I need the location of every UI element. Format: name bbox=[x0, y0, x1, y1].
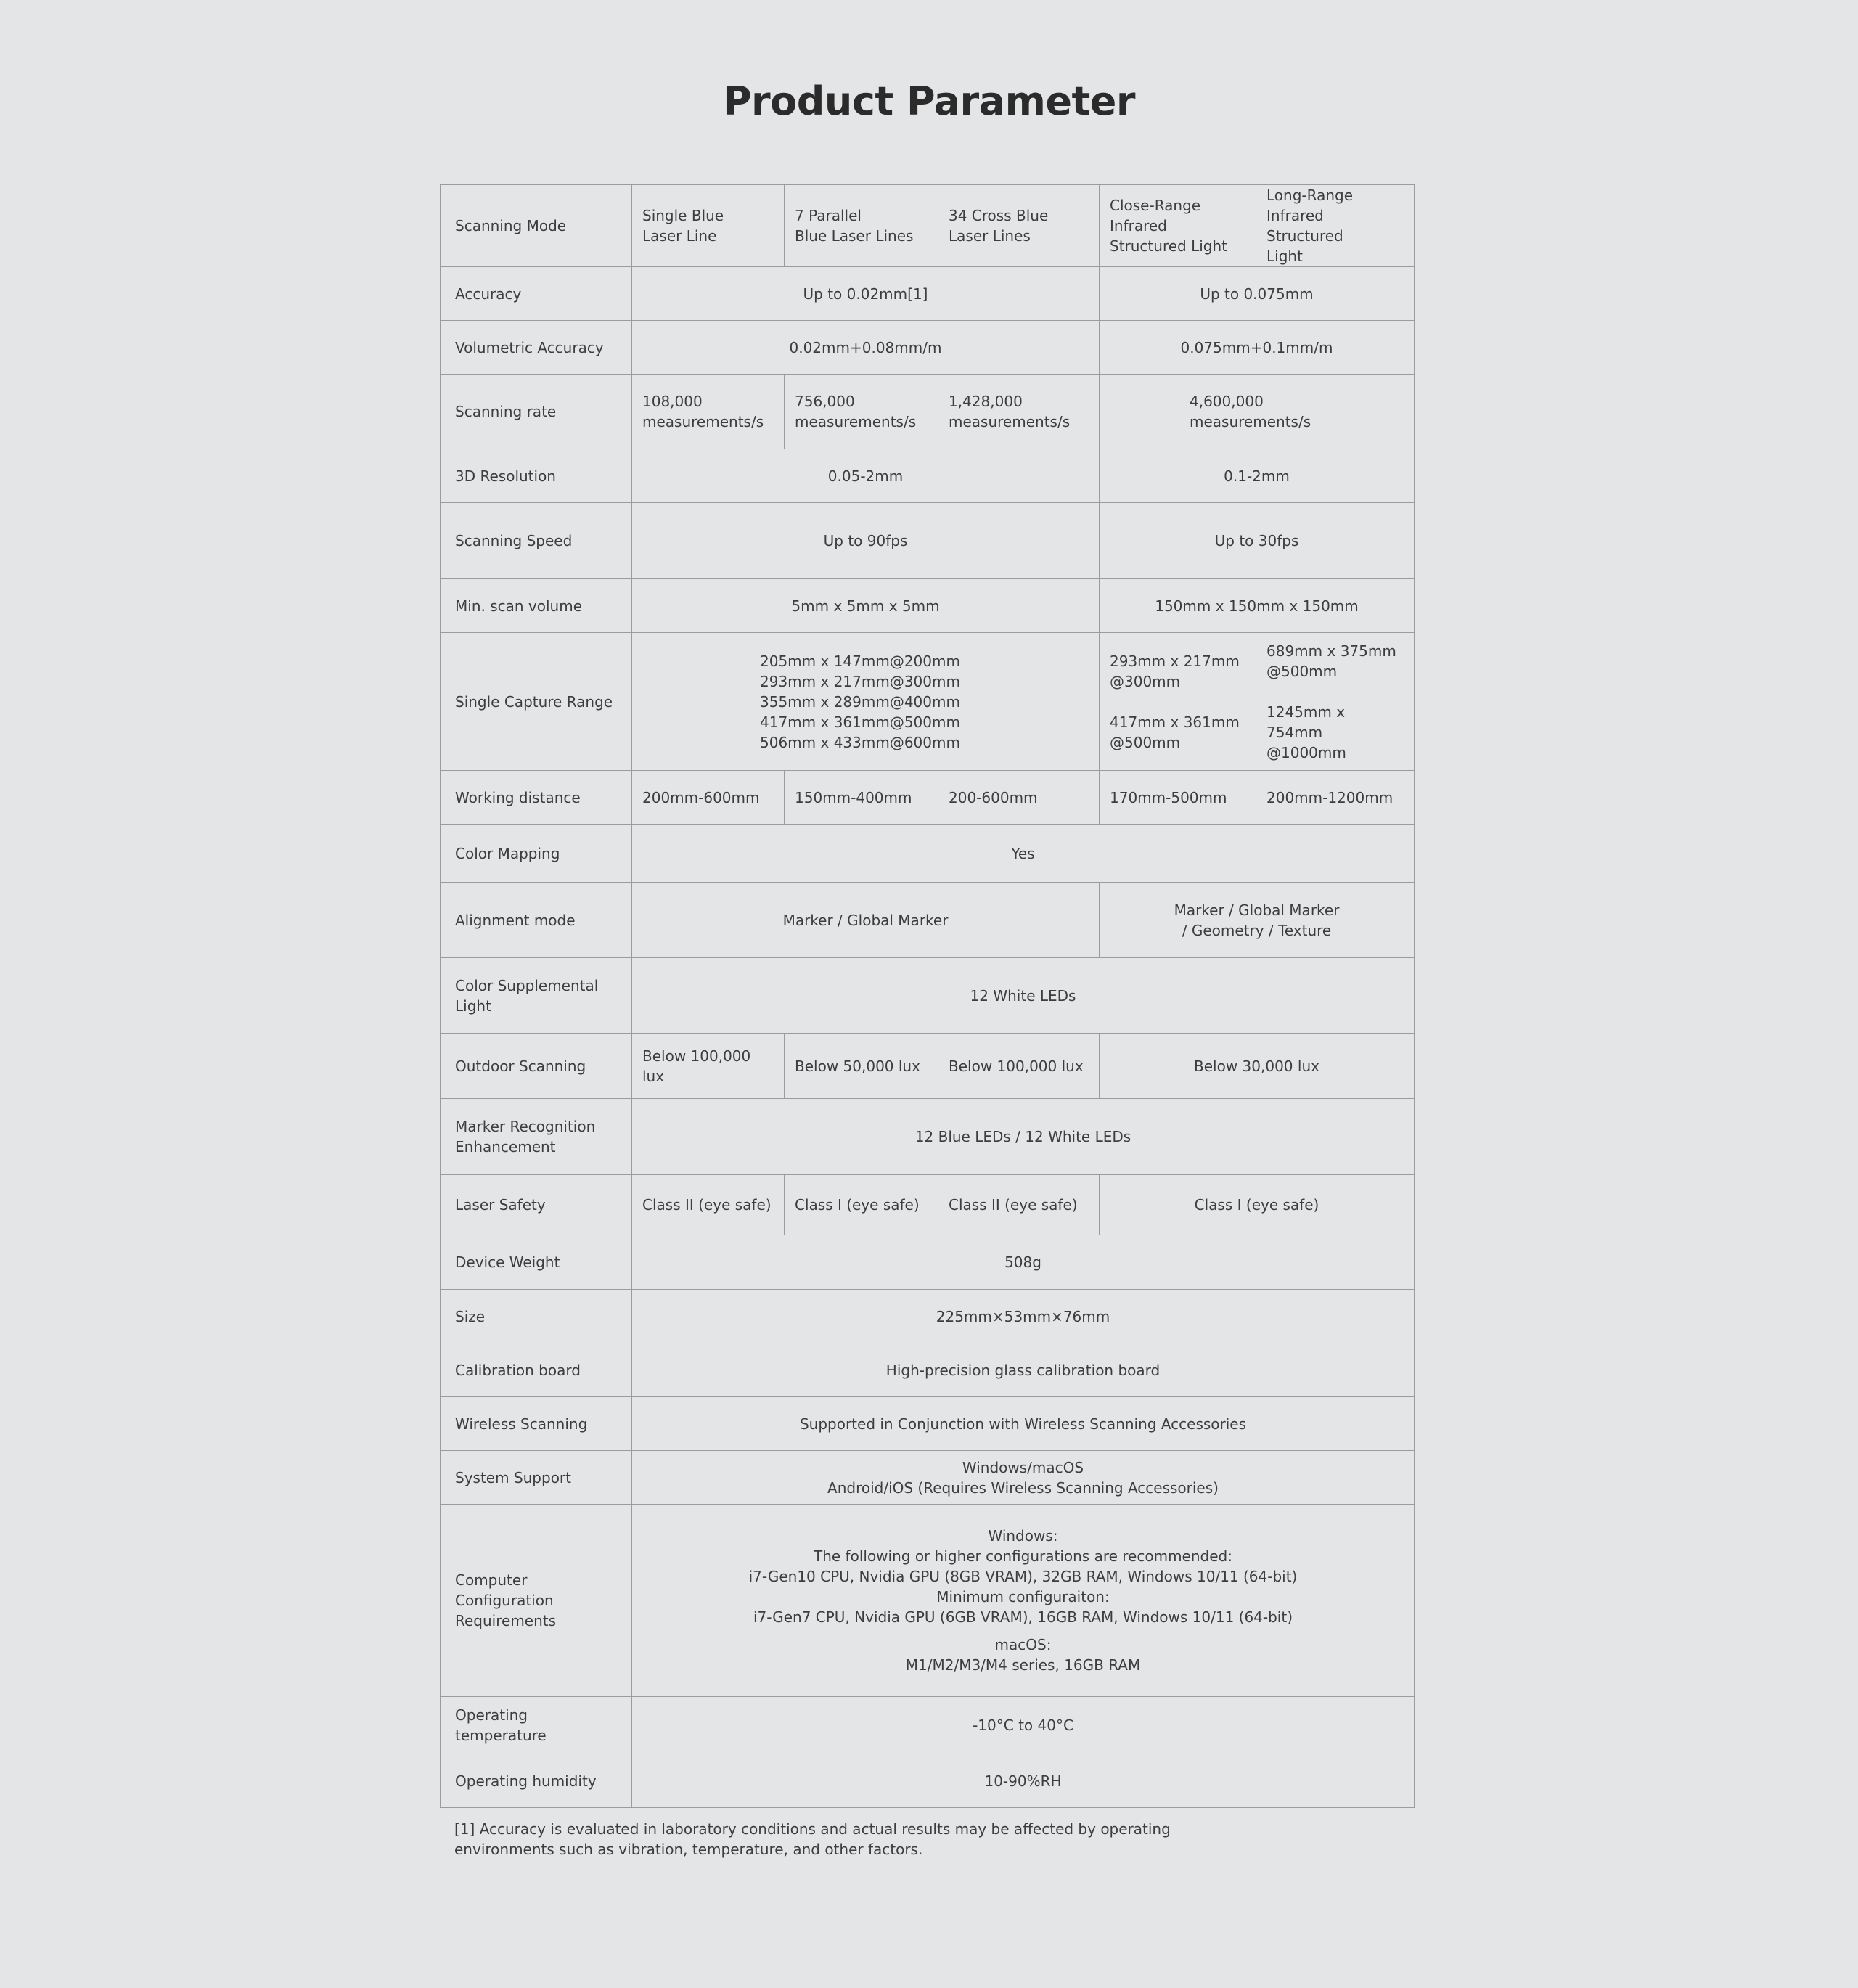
cell-34-cross-blue-laser-lines: 1,428,000 measurements/s bbox=[938, 375, 1100, 449]
table-row-operating-temperature bbox=[441, 1697, 1415, 1754]
cell-blue-laser: 0.05-2mm bbox=[632, 449, 1100, 503]
cell-infrared: Up to 0.075mm bbox=[1100, 267, 1415, 321]
table-row-wireless-scanning bbox=[441, 1397, 1415, 1451]
table-row-color-mapping bbox=[441, 825, 1415, 883]
cell-34-cross-blue-laser-lines: Below 100,000 lux bbox=[938, 1034, 1100, 1099]
cell-blue-laser: Up to 90fps bbox=[632, 503, 1100, 579]
cell-infrared: Class I (eye safe) bbox=[1100, 1175, 1415, 1235]
table-row-alignment-mode bbox=[441, 883, 1415, 958]
cell-7-parallel-blue-laser-lines: 7 Parallel Blue Laser Lines bbox=[785, 185, 938, 267]
cell-close-range-infrared: Close-Range Infrared Structured Light bbox=[1100, 185, 1256, 267]
cell-infrared: 4,600,000 measurements/s bbox=[1100, 375, 1415, 449]
cell-all: High-precision glass calibration board bbox=[632, 1343, 1415, 1397]
cell-single-blue-laser-line: Class II (eye safe) bbox=[632, 1175, 785, 1235]
table-row-scanning-mode bbox=[441, 185, 1415, 267]
cell-7-parallel-blue-laser-lines: Class I (eye safe) bbox=[785, 1175, 938, 1235]
table-row-scanning-rate bbox=[441, 375, 1415, 449]
cell-all: 12 Blue LEDs / 12 White LEDs bbox=[632, 1099, 1415, 1175]
cell-infrared: 0.075mm+0.1mm/m bbox=[1100, 321, 1415, 375]
cell-blue-laser: 205mm x 147mm@200mm 293mm x 217mm@300mm 355mm x 289mm@400mm 417mm x 361mm@500mm 506mm x 433mm@600mm bbox=[632, 633, 1100, 771]
macos-requirements: macOS: M1/M2/M3/M4 series, 16GB RAM bbox=[905, 1636, 1141, 1674]
row-label: Calibration board bbox=[441, 1343, 632, 1397]
cell-close-range-infrared: 170mm-500mm bbox=[1100, 771, 1256, 825]
row-label: Wireless Scanning bbox=[441, 1397, 632, 1451]
row-label: 3D Resolution bbox=[441, 449, 632, 503]
cell-all: Yes bbox=[632, 825, 1415, 883]
row-label: Volumetric Accuracy bbox=[441, 321, 632, 375]
cell-7-parallel-blue-laser-lines: 150mm-400mm bbox=[785, 771, 938, 825]
cell-long-range-infrared: 200mm-1200mm bbox=[1256, 771, 1415, 825]
cell-blue-laser: Up to 0.02mm[1] bbox=[632, 267, 1100, 321]
table-row-device-weight bbox=[441, 1235, 1415, 1290]
cell-blue-laser: Marker / Global Marker bbox=[632, 883, 1100, 958]
row-label: Accuracy bbox=[441, 267, 632, 321]
row-label: Marker Recognition Enhancement bbox=[441, 1099, 632, 1175]
table-row-size bbox=[441, 1290, 1415, 1343]
cell-infrared: Up to 30fps bbox=[1100, 503, 1415, 579]
cell-all: 10-90%RH bbox=[632, 1754, 1415, 1808]
row-label: Scanning Speed bbox=[441, 503, 632, 579]
row-label: Scanning Mode bbox=[441, 185, 632, 267]
table-row-accuracy bbox=[441, 267, 1415, 321]
row-label: Min. scan volume bbox=[441, 579, 632, 633]
row-label: Computer Configuration Requirements bbox=[441, 1505, 632, 1697]
table-row-volumetric-accuracy bbox=[441, 321, 1415, 375]
row-label: Color Supplemental Light bbox=[441, 958, 632, 1034]
cell-all: -10°C to 40°C bbox=[632, 1697, 1415, 1754]
accuracy-footnote: [1] Accuracy is evaluated in laboratory conditions and actual results may be affected by operating environments such as vibration, temperature, and other factors. bbox=[454, 1820, 1171, 1858]
table-row-3d-resolution bbox=[441, 449, 1415, 503]
row-label: Operating humidity bbox=[441, 1754, 632, 1808]
cell-close-range-infrared: 293mm x 217mm @300mm 417mm x 361mm @500mm bbox=[1100, 633, 1256, 771]
table-row-min-scan-volume bbox=[441, 579, 1415, 633]
cell-7-parallel-blue-laser-lines: Below 50,000 lux bbox=[785, 1034, 938, 1099]
table-row-operating-humidity bbox=[441, 1754, 1415, 1808]
cell-all: Windows/macOS Android/iOS (Requires Wireless Scanning Accessories) bbox=[632, 1451, 1415, 1505]
table-row-laser-safety bbox=[441, 1175, 1415, 1235]
cell-blue-laser: 0.02mm+0.08mm/m bbox=[632, 321, 1100, 375]
cell-single-blue-laser-line: 200mm-600mm bbox=[632, 771, 785, 825]
table-row-system-support bbox=[441, 1451, 1415, 1505]
table-row-working-distance bbox=[441, 771, 1415, 825]
row-label: System Support bbox=[441, 1451, 632, 1505]
cell-all: 225mm×53mm×76mm bbox=[632, 1290, 1415, 1343]
row-label: Operating temperature bbox=[441, 1697, 632, 1754]
cell-long-range-infrared: 689mm x 375mm @500mm 1245mm x 754mm @1000mm bbox=[1256, 633, 1415, 771]
row-label: Device Weight bbox=[441, 1235, 632, 1290]
cell-34-cross-blue-laser-lines: Class II (eye safe) bbox=[938, 1175, 1100, 1235]
cell-all: 12 White LEDs bbox=[632, 958, 1415, 1034]
cell-all bbox=[632, 1505, 1415, 1697]
product-parameter-table bbox=[440, 184, 1415, 1808]
cell-infrared: 0.1-2mm bbox=[1100, 449, 1415, 503]
row-label: Color Mapping bbox=[441, 825, 632, 883]
cell-34-cross-blue-laser-lines: 200-600mm bbox=[938, 771, 1100, 825]
cell-single-blue-laser-line: Below 100,000 lux bbox=[632, 1034, 785, 1099]
table-row-scanning-speed bbox=[441, 503, 1415, 579]
windows-requirements: Windows: The following or higher configurations are recommended: i7-Gen10 CPU, Nvidia GPU (8GB VRAM), 32GB RAM, Windows 10/11 (64-bit) Minimum configuraiton: i7-Gen7 CPU, Nvidia GPU (6GB VRAM), 16GB RAM, Windows 10/11 (64-bit) bbox=[748, 1527, 1298, 1626]
table-row-color-supplemental-light bbox=[441, 958, 1415, 1034]
page-title: Product Parameter bbox=[722, 78, 1136, 124]
row-label: Single Capture Range bbox=[441, 633, 632, 771]
row-label: Scanning rate bbox=[441, 375, 632, 449]
cell-single-blue-laser-line: 108,000 measurements/s bbox=[632, 375, 785, 449]
table-row-computer-configuration bbox=[441, 1505, 1415, 1697]
row-label: Working distance bbox=[441, 771, 632, 825]
cell-infrared: Marker / Global Marker / Geometry / Texture bbox=[1100, 883, 1415, 958]
cell-all: 508g bbox=[632, 1235, 1415, 1290]
cell-single-blue-laser-line: Single Blue Laser Line bbox=[632, 185, 785, 267]
row-label: Alignment mode bbox=[441, 883, 632, 958]
cell-blue-laser: 5mm x 5mm x 5mm bbox=[632, 579, 1100, 633]
cell-infrared: Below 30,000 lux bbox=[1100, 1034, 1415, 1099]
cell-long-range-infrared: Long-Range Infrared Structured Light bbox=[1256, 185, 1415, 267]
cell-infrared: 150mm x 150mm x 150mm bbox=[1100, 579, 1415, 633]
cell-34-cross-blue-laser-lines: 34 Cross Blue Laser Lines bbox=[938, 185, 1100, 267]
table-row-marker-recognition-enhancement bbox=[441, 1099, 1415, 1175]
row-label: Outdoor Scanning bbox=[441, 1034, 632, 1099]
row-label: Size bbox=[441, 1290, 632, 1343]
cell-7-parallel-blue-laser-lines: 756,000 measurements/s bbox=[785, 375, 938, 449]
table-row-calibration-board bbox=[441, 1343, 1415, 1397]
table-row-single-capture-range bbox=[441, 633, 1415, 771]
row-label: Laser Safety bbox=[441, 1175, 632, 1235]
table-row-outdoor-scanning bbox=[441, 1034, 1415, 1099]
cell-all: Supported in Conjunction with Wireless Scanning Accessories bbox=[632, 1397, 1415, 1451]
